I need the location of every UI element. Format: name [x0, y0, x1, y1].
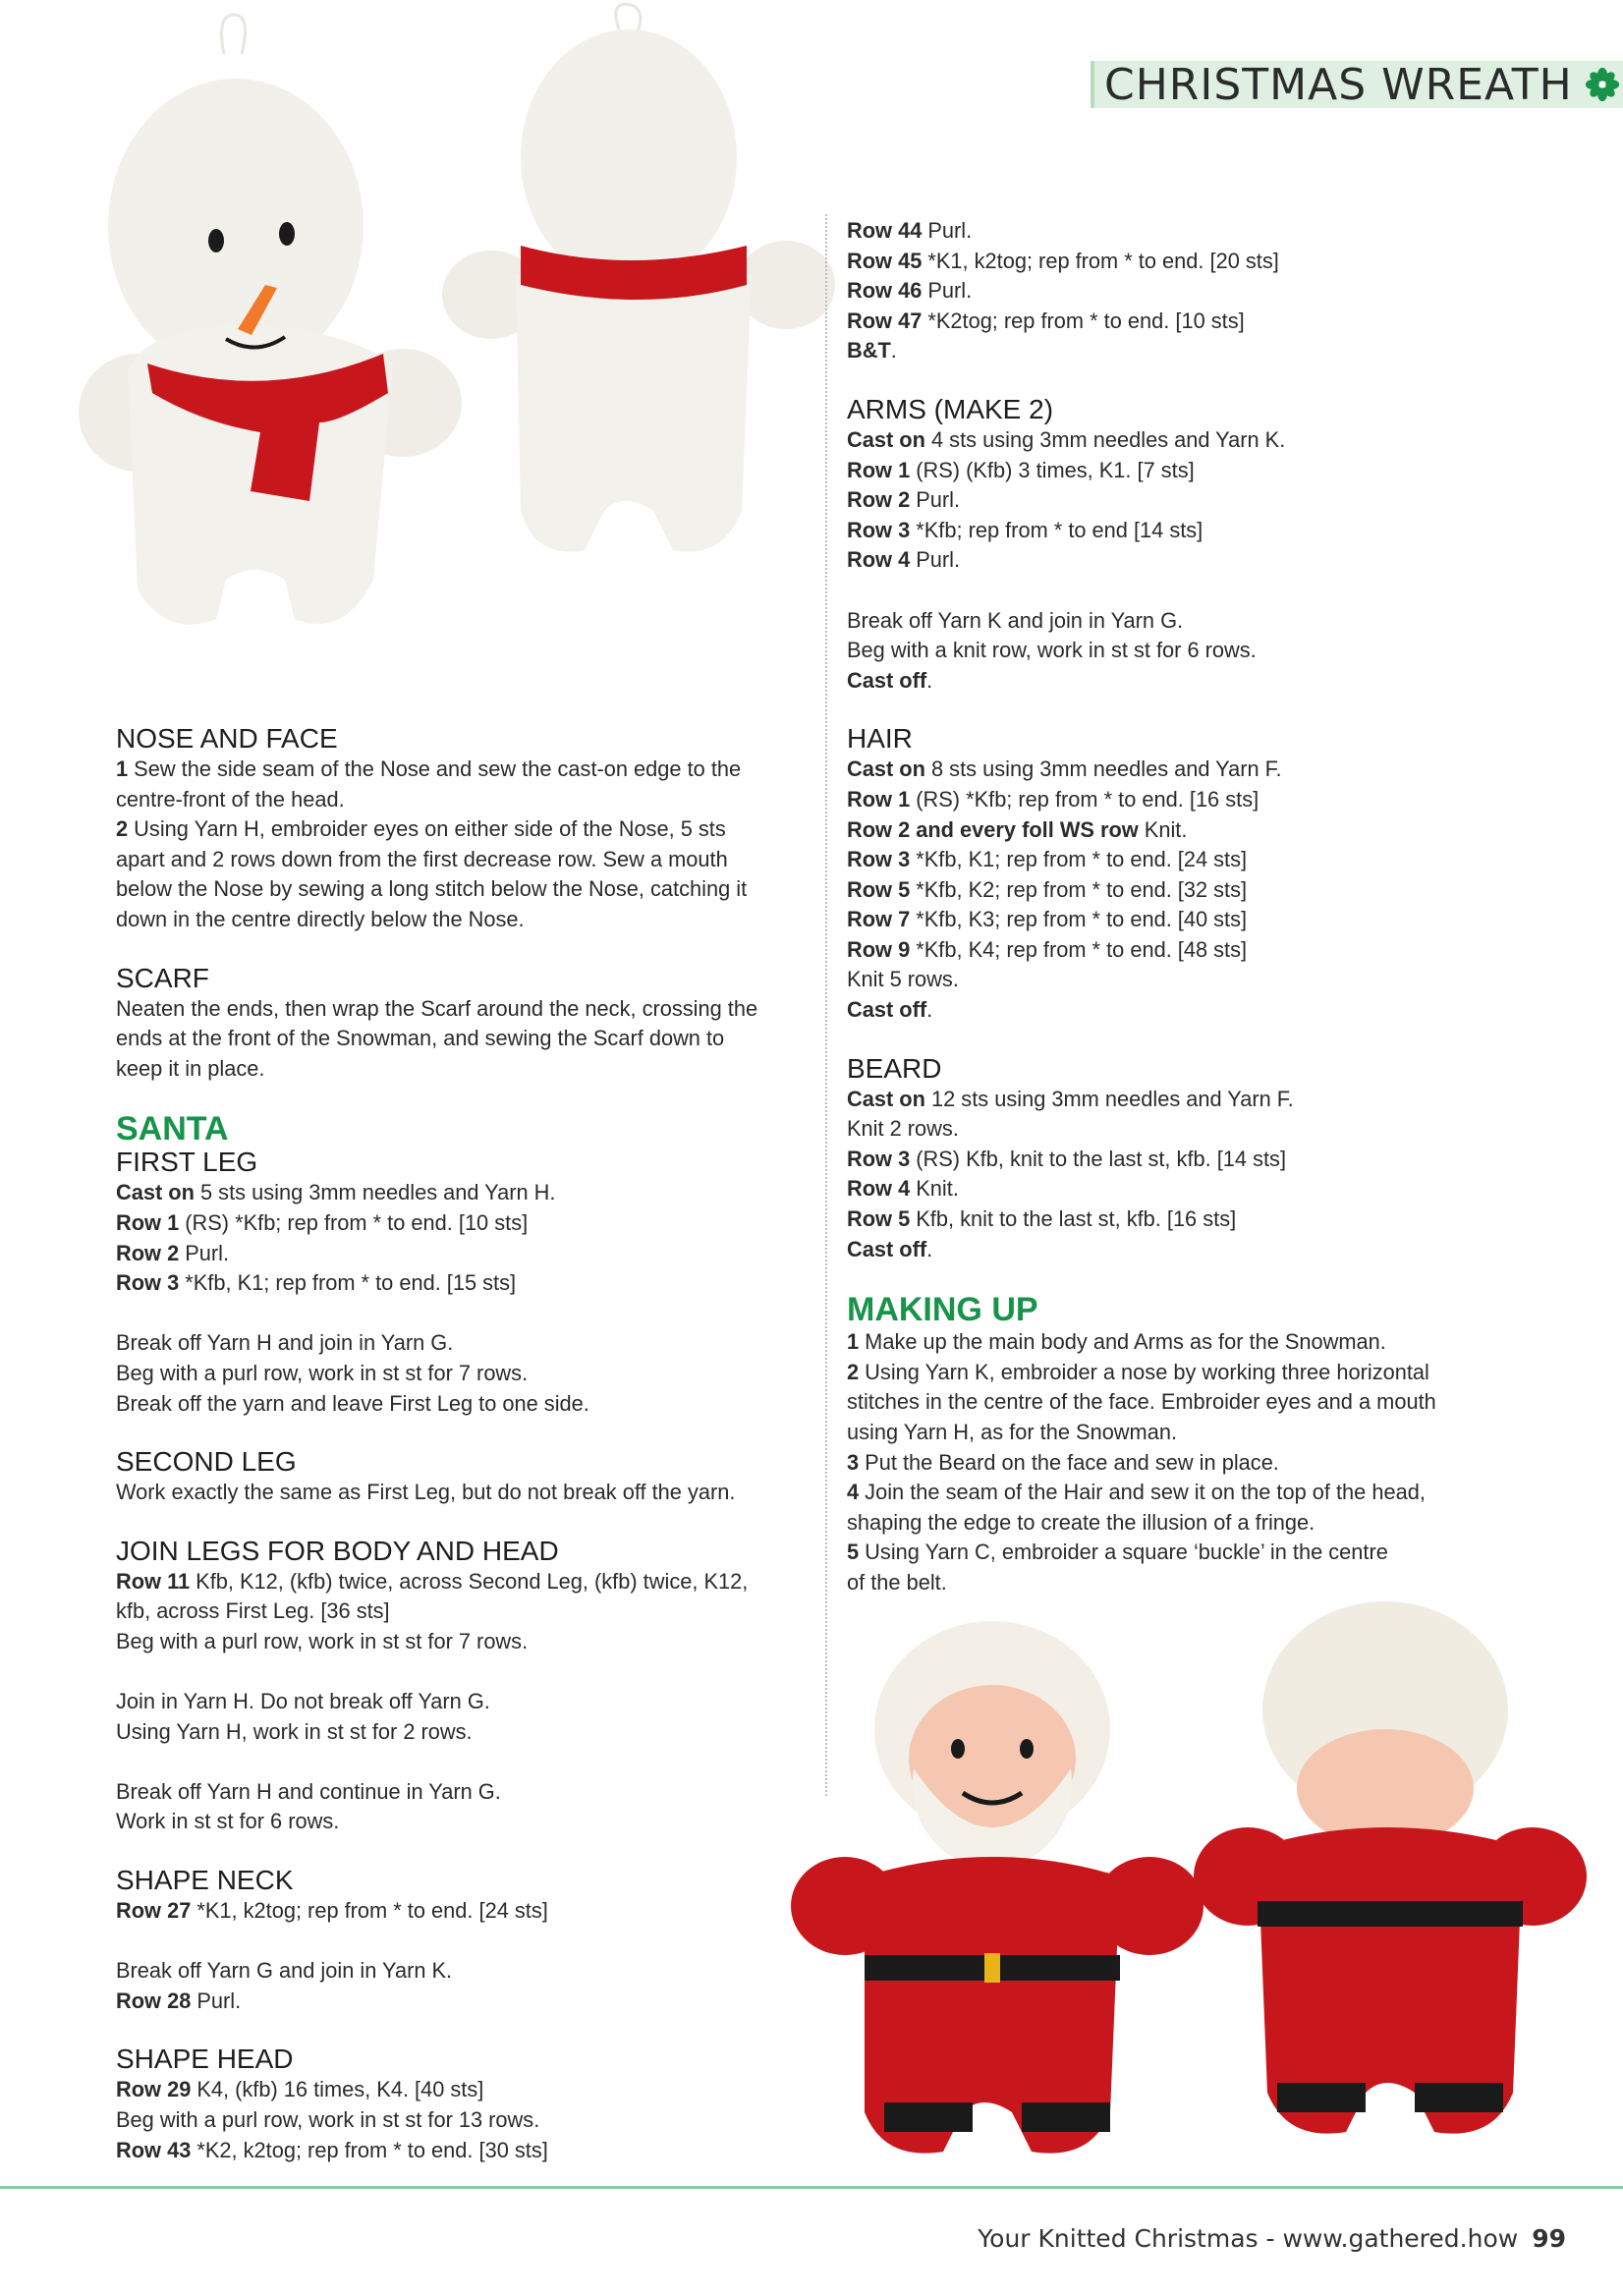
- pattern-row: Row 4 Knit.: [847, 1176, 959, 1202]
- pattern-row: Row 3 *Kfb, K1; rep from * to end. [15 sts]: [116, 1270, 517, 1296]
- pattern-row: Cast on 4 sts using 3mm needles and Yarn K.: [847, 426, 1286, 452]
- pattern-row: stitches in the centre of the face. Embroider eyes and a mouth: [847, 1389, 1436, 1415]
- pattern-row: Row 3 *Kfb, K1; rep from * to end. [24 sts]: [847, 847, 1248, 872]
- right-column: [847, 216, 1495, 1598]
- shape-head-heading: SHAPE HEAD: [116, 2044, 294, 2075]
- pattern-row: Row 3 *Kfb; rep from * to end [14 sts]: [847, 517, 1203, 542]
- pattern-row: Row 2 Purl.: [116, 1240, 230, 1265]
- pattern-row: Cast off.: [847, 1236, 933, 1261]
- footer: [978, 2224, 1566, 2253]
- pattern-row: Break off Yarn K and join in Yarn G.: [847, 607, 1184, 633]
- pattern-text: Break off Yarn H and continue in Yarn G.: [116, 1778, 501, 1804]
- pattern-row: Beg with a purl row, work in st st for 7 rows.: [116, 1628, 529, 1653]
- pattern-row: Cast off.: [847, 997, 933, 1023]
- first-leg-heading: FIRST LEG: [116, 1147, 258, 1178]
- pattern-row: Knit 5 rows.: [847, 967, 959, 992]
- pattern-row: Break off Yarn G and join in Yarn K.: [116, 1958, 453, 1984]
- pattern-row: Row 5 *Kfb, K2; rep from * to end. [32 sts]: [847, 876, 1248, 902]
- footer-publication: Your Knitted Christmas - www.gathered.how: [978, 2224, 1519, 2253]
- pattern-row: Cast on 12 sts using 3mm needles and Yarn F.: [847, 1086, 1294, 1111]
- pattern-text: Beg with a purl row, work in st st for 7 rows.: [116, 1360, 529, 1385]
- pattern-text: Join in Yarn H. Do not break off Yarn G.: [116, 1689, 490, 1714]
- pattern-row: Row 5 Kfb, knit to the last st, kfb. [16 sts]: [847, 1206, 1237, 1232]
- pattern-row: Row 2 Purl.: [847, 487, 961, 513]
- shape-neck-heading: SHAPE NECK: [116, 1865, 294, 1896]
- pattern-row: Row 27 *K1, k2tog; rep from * to end. [24 sts]: [116, 1898, 548, 1924]
- making-up-heading: MAKING UP: [847, 1291, 1038, 1329]
- pattern-row: Row 7 *Kfb, K3; rep from * to end. [40 sts]: [847, 907, 1248, 932]
- pattern-row: Row 1 (RS) *Kfb; rep from * to end. [16 sts]: [847, 786, 1259, 812]
- nose-face-step-2: 2 Using Yarn H, embroider eyes on either side of the Nose, 5 sts apart and 2 rows down from the first decrease row. Sew a mouth below the Nose by sewing a long stitch below the Nose, catching it down in the centre directly below the Nose.: [116, 816, 748, 931]
- join-legs-heading: JOIN LEGS FOR BODY AND HEAD: [116, 1535, 559, 1566]
- pattern-row: Cast on 5 sts using 3mm needles and Yarn H.: [116, 1180, 556, 1205]
- pattern-row: Knit 2 rows.: [847, 1116, 959, 1142]
- pattern-text: Work exactly the same as First Leg, but do not break off the yarn.: [116, 1480, 736, 1505]
- pattern-row: 1 Make up the main body and Arms as for the Snowman.: [847, 1329, 1386, 1355]
- pattern-row: Row 3 (RS) Kfb, knit to the last st, kfb. [14 sts]: [847, 1146, 1287, 1171]
- left-column: [116, 723, 813, 2165]
- hair-heading: HAIR: [847, 723, 913, 755]
- snowman-photo: [29, 0, 835, 688]
- pattern-row: 5 Using Yarn C, embroider a square ‘buckle’ in the centre: [847, 1540, 1388, 1565]
- nose-face-heading: NOSE AND FACE: [116, 723, 338, 754]
- pattern-row: kfb, across First Leg. [36 sts]: [116, 1598, 390, 1624]
- flower-icon: [1585, 67, 1620, 102]
- pattern-text: Break off Yarn H and join in Yarn G.: [116, 1330, 454, 1356]
- pattern-row: Row 44 Purl.: [847, 218, 973, 243]
- pattern-row: Row 45 *K1, k2tog; rep from * to end. [20 sts]: [847, 248, 1279, 273]
- pattern-row: Beg with a purl row, work in st st for 13 rows.: [116, 2107, 540, 2132]
- santa-photo: [766, 1592, 1592, 2171]
- pattern-row: 3 Put the Beard on the face and sew in place.: [847, 1449, 1279, 1475]
- pattern-row: Row 2 and every foll WS row Knit.: [847, 816, 1188, 842]
- pattern-row: Row 4 Purl.: [847, 547, 961, 573]
- pattern-row: Row 46 Purl.: [847, 278, 973, 304]
- pattern-row: 2 Using Yarn K, embroider a nose by working three horizontal: [847, 1359, 1429, 1384]
- scarf-text: keep it in place.: [116, 1055, 265, 1081]
- pattern-text: Using Yarn H, work in st st for 2 rows.: [116, 1718, 473, 1744]
- section-title: CHRISTMAS WREATH: [1104, 59, 1573, 110]
- page-number: 99: [1532, 2224, 1566, 2253]
- beard-heading: BEARD: [847, 1052, 942, 1084]
- section-title-bar: [1091, 61, 1623, 108]
- pattern-row: Beg with a knit row, work in st st for 6 rows.: [847, 638, 1257, 663]
- pattern-row: Row 1 (RS) (Kfb) 3 times, K1. [7 sts]: [847, 457, 1195, 482]
- pattern-row: using Yarn H, as for the Snowman.: [847, 1420, 1178, 1444]
- santa-heading: SANTA: [116, 1110, 229, 1148]
- pattern-text: Work in st st for 6 rows.: [116, 1809, 340, 1834]
- footer-rule: [0, 2186, 1623, 2189]
- pattern-row: Row 28 Purl.: [116, 1988, 242, 2013]
- arms-heading: ARMS (MAKE 2): [847, 393, 1054, 424]
- pattern-row: B&T.: [847, 338, 897, 364]
- scarf-text: Neaten the ends, then wrap the Scarf around the neck, crossing the: [116, 995, 758, 1021]
- pattern-row: Cast on 8 sts using 3mm needles and Yarn F.: [847, 756, 1282, 782]
- scarf-heading: SCARF: [116, 962, 209, 993]
- pattern-row: Row 1 (RS) *Kfb; rep from * to end. [10 sts]: [116, 1209, 529, 1235]
- scarf-text: ends at the front of the Snowman, and sewing the Scarf down to: [116, 1026, 725, 1051]
- pattern-text: Break off the yarn and leave First Leg to one side.: [116, 1390, 589, 1416]
- column-divider: [825, 214, 827, 1796]
- second-leg-heading: SECOND LEG: [116, 1446, 297, 1478]
- pattern-row: Row 43 *K2, k2tog; rep from * to end. [30 sts]: [116, 2137, 548, 2162]
- pattern-row: Row 29 K4, (kfb) 16 times, K4. [40 sts]: [116, 2077, 484, 2102]
- pattern-row: shaping the edge to create the illusion of a fringe.: [847, 1509, 1315, 1535]
- pattern-row: Row 9 *Kfb, K4; rep from * to end. [48 sts]: [847, 936, 1248, 962]
- pattern-row: Cast off.: [847, 667, 933, 693]
- nose-face-step-1: 1 Sew the side seam of the Nose and sew the cast-on edge to the centre-front of the head.: [116, 756, 742, 812]
- pattern-row: 4 Join the seam of the Hair and sew it on the top of the head,: [847, 1480, 1426, 1505]
- pattern-row: Row 47 *K2tog; rep from * to end. [10 sts]: [847, 308, 1245, 333]
- pattern-row: of the belt.: [847, 1569, 947, 1595]
- pattern-row: Row 11 Kfb, K12, (kfb) twice, across Second Leg, (kfb) twice, K12,: [116, 1568, 749, 1594]
